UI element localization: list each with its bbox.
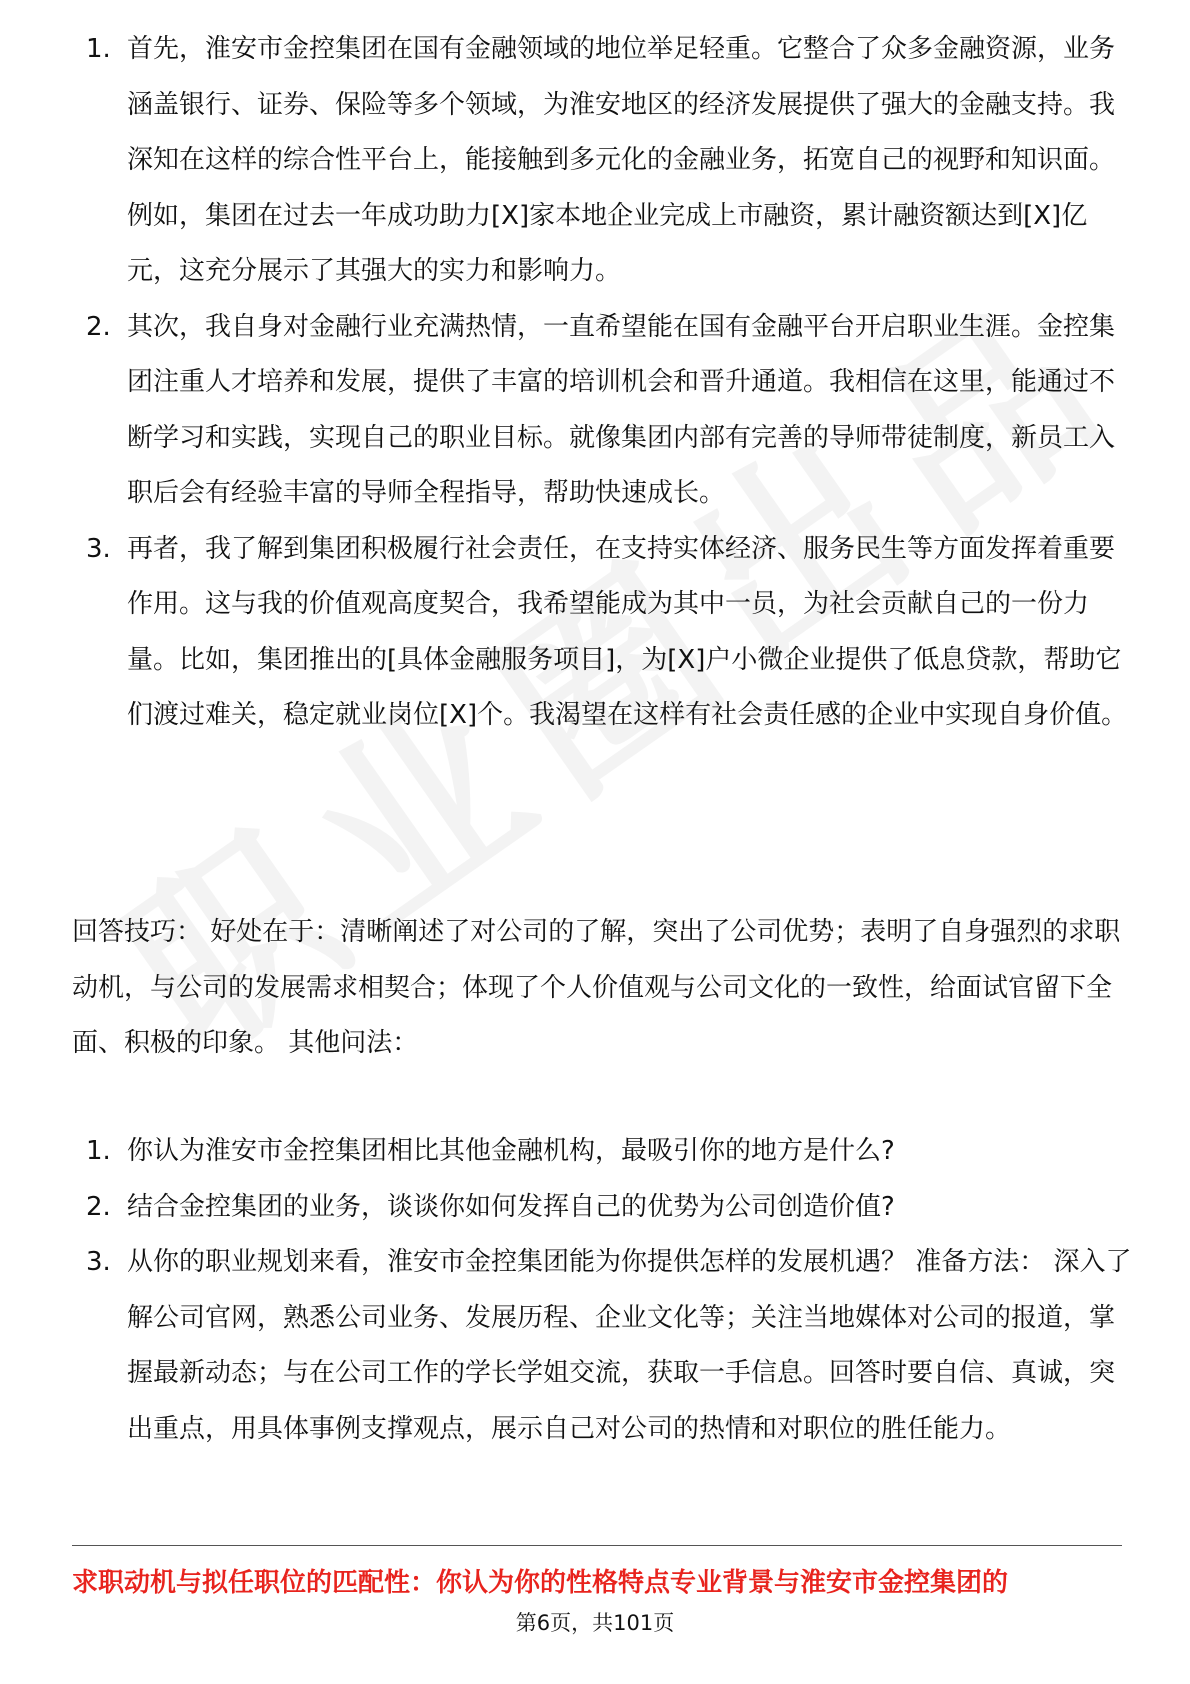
list-item-number: 3. (86, 533, 111, 564)
list-item-text: 结合金控集团的业务，谈谈你如何发挥自己的优势为公司创造价值? (127, 1191, 895, 1222)
answer-tips-paragraph: 回答技巧： 好处在于：清晰阐述了对公司的了解，突出了公司优势；表明了自身强烈的求职动机，与公司的发展需求相契合；体现了个人价值观与公司文化的一致性，给面试官留下全面、积极的印象。 其他问法： (72, 917, 1121, 1058)
list-item-text: 再者，我了解到集团积极履行社会责任，在支持实体经济、服务民生等方面发挥着重要作用。这与我的价值观高度契合，我希望能成为其中一员，为社会贡献自己的一份力量。比如，集团推出的[具体金融服务项目]，为[X]户小微企业提供了低息贷款，帮助它们渡过难关，稳定就业岗位[X]个。我渴望在这样有社会责任感的企业中实现自身价值。 (127, 533, 1128, 730)
list-item (72, 1180, 1132, 1236)
list-item-text: 你认为淮安市金控集团相比其他金融机构，最吸引你的地方是什么? (127, 1136, 895, 1166)
list-item-number: 1. (86, 34, 111, 64)
list-item (72, 300, 1132, 522)
other-questions-list (72, 1124, 1132, 1457)
list-item (72, 1124, 1132, 1180)
list-item (72, 1235, 1132, 1457)
list-item (72, 22, 1132, 300)
list-item-number: 2. (86, 1191, 111, 1222)
list-item-text: 首先，淮安市金控集团在国有金融领域的地位举足轻重。它整合了众多金融资源，业务涵盖银行、证券、保险等多个领域，为淮安地区的经济发展提供了强大的金融支持。我深知在这样的综合性平台上，能接触到多元化的金融业务，拓宽自己的视野和知识面。例如，集团在过去一年成功助力[X]家本地企业完成上市融资，累计融资额达到[X]亿元，这充分展示了其强大的实力和影响力。 (127, 34, 1116, 286)
list-item-text: 从你的职业规划来看，淮安市金控集团能为你提供怎样的发展机遇？ 准备方法： 深入了解公司官网，熟悉公司业务、发展历程、企业文化等；关注当地媒体对公司的报道，掌握最新动态；与在公司工作的学长学姐交流，获取一手信息。回答时要自信、真诚，突出重点，用具体事例支撑观点，展示自己对公司的热情和对职位的胜任能力。 (127, 1247, 1132, 1444)
list-item-number: 1. (86, 1136, 111, 1166)
reasons-list (72, 22, 1132, 744)
list-item-number: 2. (86, 311, 111, 342)
list-item (72, 522, 1132, 744)
section-divider (72, 1545, 1122, 1546)
next-question-heading: 求职动机与拟任职位的匹配性：你认为你的性格特点专业背景与淮安市金控集团的 (72, 1568, 1009, 1598)
list-item-text: 其次，我自身对金融行业充满热情，一直希望能在国有金融平台开启职业生涯。金控集团注重人才培养和发展，提供了丰富的培训机会和晋升通道。我相信在这里，能通过不断学习和实践，实现自己的职业目标。就像集团内部有完善的导师带徒制度，新员工入职后会有经验丰富的导师全程指导，帮助快速成长。 (127, 311, 1116, 508)
page-number: 第6页，共101页 (515, 1611, 675, 1635)
list-item-number: 3. (86, 1247, 111, 1277)
